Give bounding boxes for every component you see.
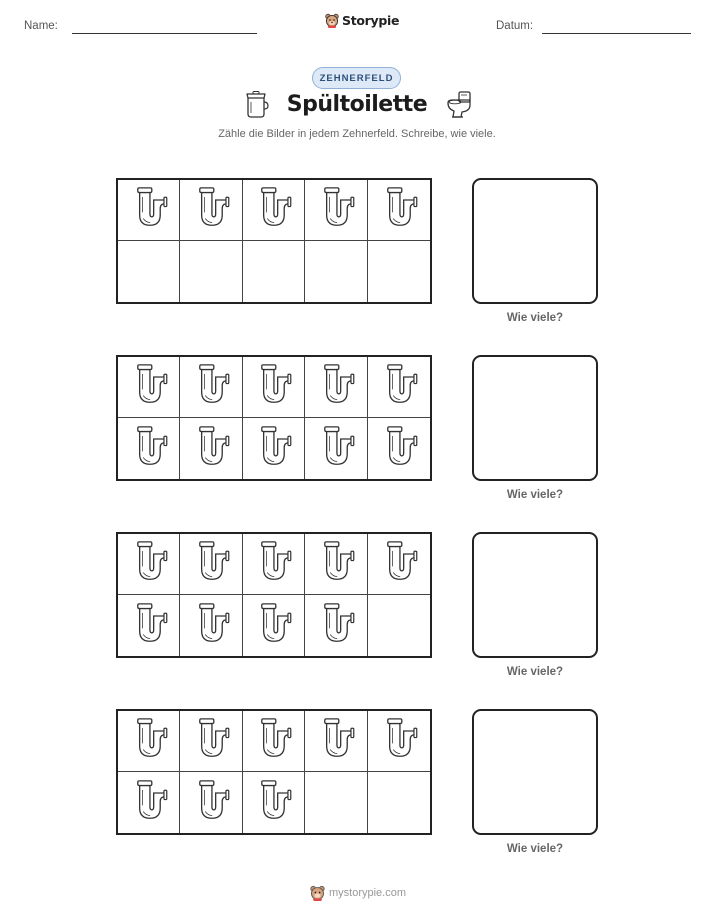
brand-name: Storypie [342, 13, 400, 28]
ten-frame-cell [118, 180, 180, 241]
ten-frame-cell [118, 241, 180, 302]
ten-frame-cell [368, 772, 430, 833]
ten-frame-cell [368, 180, 430, 241]
date-line[interactable] [542, 33, 691, 34]
footer [310, 885, 406, 901]
ten-frame-cell [118, 772, 180, 833]
drain-pipe-icon [192, 717, 230, 765]
ten-frame-cell [305, 534, 367, 595]
drain-pipe-icon [192, 602, 230, 650]
ten-frame-cell [305, 241, 367, 302]
date-label: Datum: [496, 20, 534, 32]
ten-frame-cell [180, 418, 242, 479]
brand-logo [325, 13, 399, 28]
ten-frame-cell [180, 772, 242, 833]
ten-frame-cell [305, 711, 367, 772]
answer-box[interactable] [472, 178, 598, 304]
answer-label: Wie viele? [506, 666, 564, 678]
drain-pipe-icon [380, 540, 418, 588]
name-line[interactable] [72, 33, 257, 34]
drain-pipe-icon [317, 602, 355, 650]
ten-frame-cell [305, 418, 367, 479]
instructions: Zähle die Bilder in jedem Zehnerfeld. Schreibe, wie viele. [218, 128, 496, 140]
ten-frame [116, 709, 432, 835]
answer-box[interactable] [472, 355, 598, 481]
ten-frame-cell [118, 595, 180, 656]
drain-pipe-icon [254, 602, 292, 650]
ten-frame-cell [305, 357, 367, 418]
ten-frame-cell [118, 357, 180, 418]
drain-pipe-icon [254, 186, 292, 234]
ten-frame-cell [243, 534, 305, 595]
ten-frame-cell [305, 772, 367, 833]
ten-frame-cell [305, 180, 367, 241]
drain-pipe-icon [130, 779, 168, 827]
drain-pipe-icon [380, 186, 418, 234]
drain-pipe-icon [254, 717, 292, 765]
ten-frame-cell [368, 595, 430, 656]
drain-pipe-icon [130, 540, 168, 588]
drain-pipe-icon [192, 425, 230, 473]
ten-frame-cell [118, 418, 180, 479]
name-label: Name: [24, 20, 58, 32]
answer-box[interactable] [472, 709, 598, 835]
ten-frame-cell [243, 180, 305, 241]
drain-pipe-icon [192, 186, 230, 234]
ten-frame-cell [243, 357, 305, 418]
ten-frame-cell [368, 418, 430, 479]
drain-pipe-icon [130, 717, 168, 765]
ten-frame-cell [305, 595, 367, 656]
ten-frame-cell [243, 711, 305, 772]
ten-frame [116, 178, 432, 304]
drain-pipe-icon [192, 363, 230, 411]
ten-frame-cell [180, 241, 242, 302]
drain-pipe-icon [130, 602, 168, 650]
category-badge: ZEHNERFELD [312, 67, 401, 89]
page-title: Spültoilette [286, 92, 428, 117]
bear-logo-icon [325, 13, 339, 28]
ten-frame-cell [243, 241, 305, 302]
ten-frame-cell [118, 534, 180, 595]
ten-frame [116, 532, 432, 658]
ten-frame-cell [243, 595, 305, 656]
drain-pipe-icon [130, 425, 168, 473]
drain-pipe-icon [192, 540, 230, 588]
drain-pipe-icon [254, 540, 292, 588]
drain-pipe-icon [380, 425, 418, 473]
drain-pipe-icon [254, 779, 292, 827]
answer-label: Wie viele? [506, 489, 564, 501]
drain-pipe-icon [317, 186, 355, 234]
drain-pipe-icon [254, 425, 292, 473]
ten-frame-cell [368, 534, 430, 595]
ten-frame-cell [368, 711, 430, 772]
drain-pipe-icon [317, 540, 355, 588]
drain-pipe-icon [317, 363, 355, 411]
drain-pipe-icon [380, 717, 418, 765]
drain-pipe-icon [192, 779, 230, 827]
drain-pipe-icon [317, 425, 355, 473]
ten-frame-cell [180, 595, 242, 656]
drain-pipe-icon [317, 717, 355, 765]
ten-frame-cell [243, 772, 305, 833]
ten-frame-cell [368, 357, 430, 418]
answer-label: Wie viele? [506, 312, 564, 324]
ten-frame-cell [180, 534, 242, 595]
ten-frame-cell [180, 357, 242, 418]
footer-url[interactable]: mystorypie.com [329, 887, 407, 899]
ten-frame-cell [368, 241, 430, 302]
answer-label: Wie viele? [506, 843, 564, 855]
ten-frame-cell [118, 711, 180, 772]
ten-frame-cell [180, 180, 242, 241]
bear-logo-icon [310, 885, 325, 901]
drain-pipe-icon [130, 186, 168, 234]
ten-frame [116, 355, 432, 481]
ten-frame-cell [243, 418, 305, 479]
toilet-icon [446, 90, 472, 120]
answer-box[interactable] [472, 532, 598, 658]
drain-pipe-icon [130, 363, 168, 411]
drain-pipe-icon [380, 363, 418, 411]
drain-pipe-icon [254, 363, 292, 411]
ten-frame-cell [180, 711, 242, 772]
